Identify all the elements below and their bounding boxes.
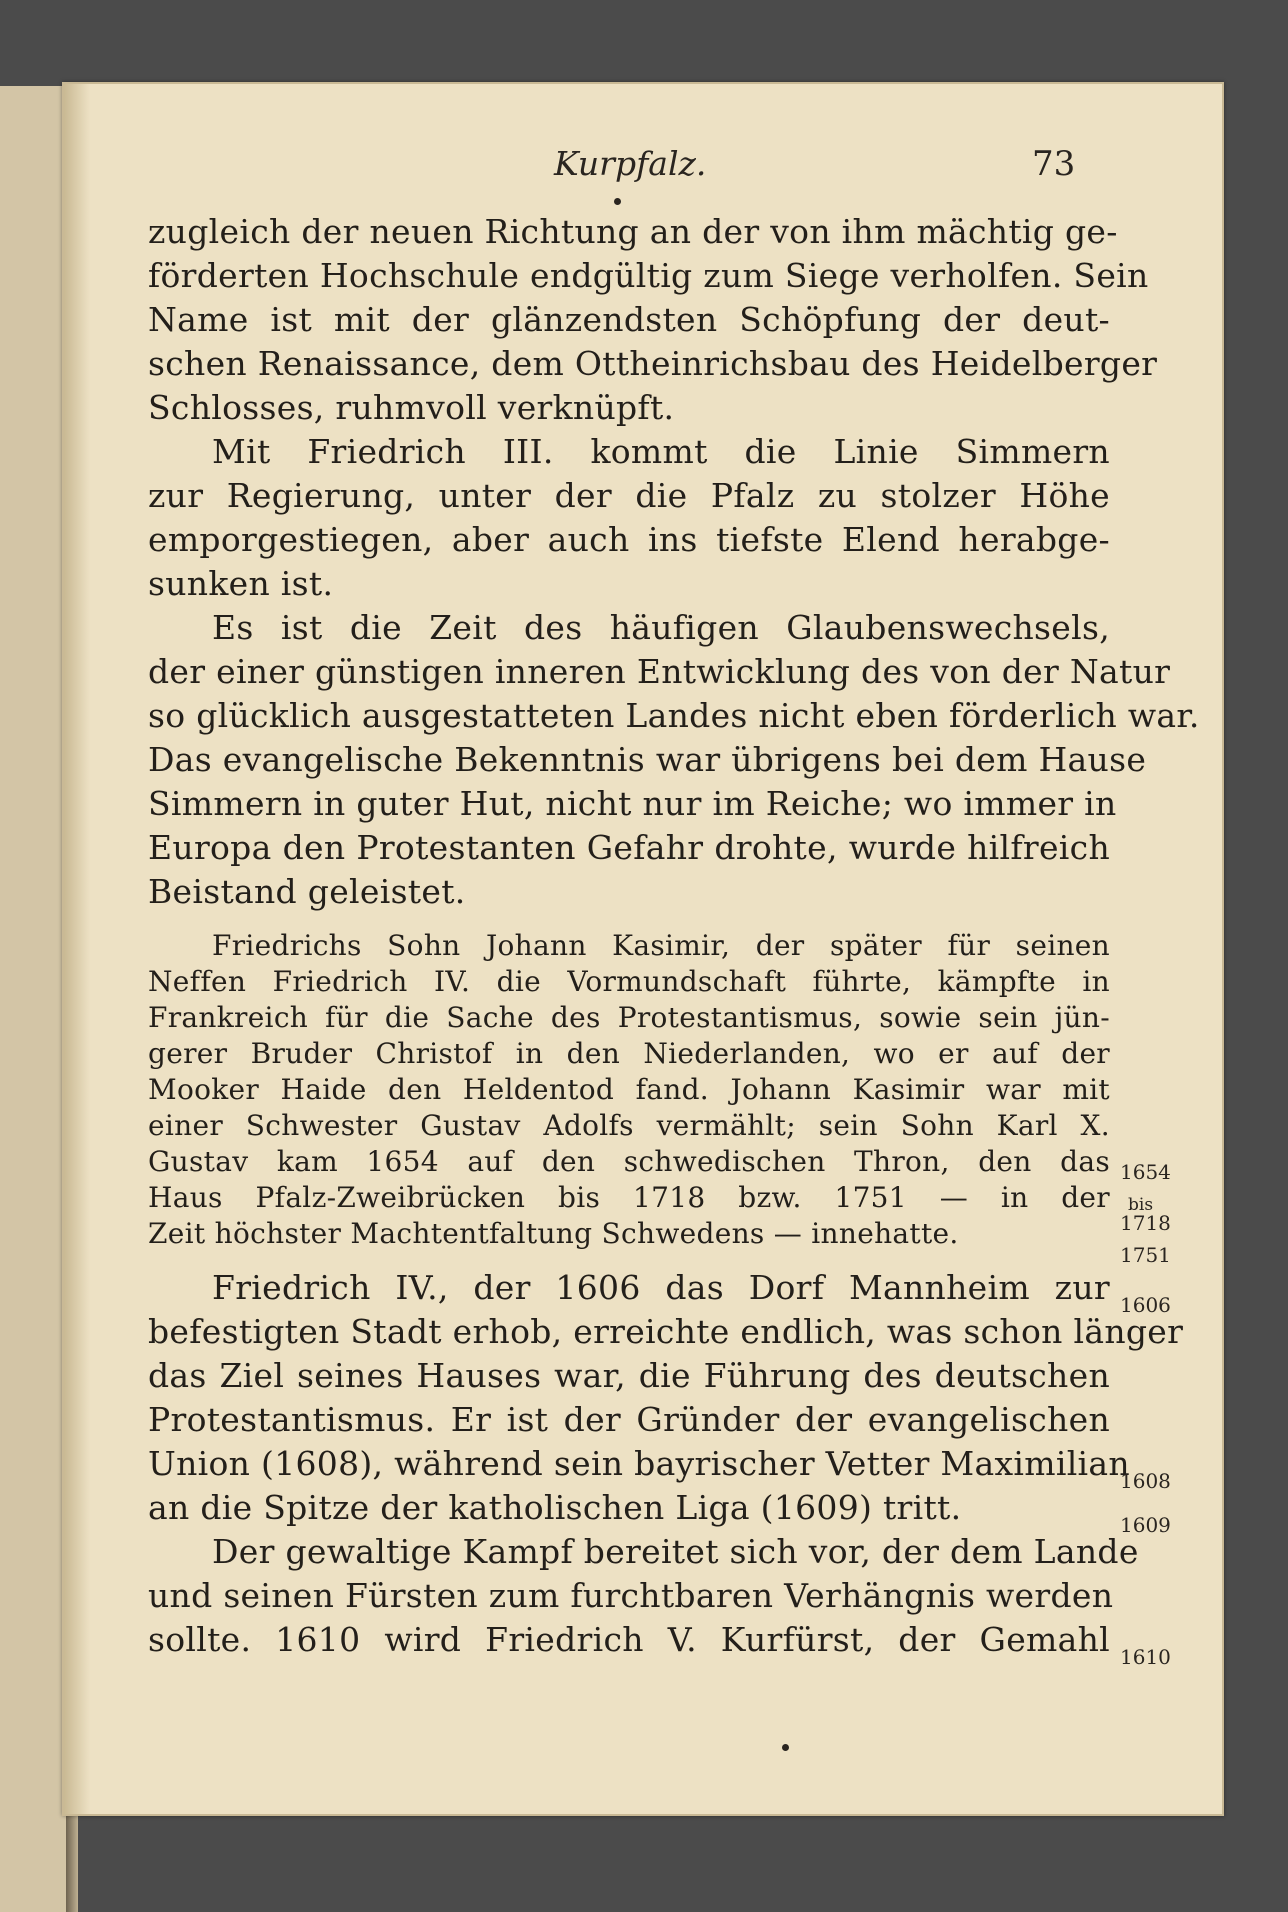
text-line: und seinen Fürsten zum furchtbaren Verhängnis werden bbox=[148, 1576, 1114, 1615]
text-line: emporgestiegen, aber auch ins tiefste Elend herabge- bbox=[148, 520, 1110, 559]
text-line: Es ist die Zeit des häufigen Glaubenswechsels, bbox=[212, 608, 1110, 647]
text-line: sunken ist. bbox=[148, 564, 334, 603]
small-text-line: gerer Bruder Christof in den Niederlanden, wo er auf der bbox=[148, 1037, 1110, 1070]
text-line: Mit Friedrich III. kommt die Linie Simmern bbox=[212, 432, 1110, 471]
page-number: 73 bbox=[1032, 144, 1076, 184]
margin-note-1606: 1606 bbox=[1120, 1293, 1171, 1317]
small-text-line: Frankreich für die Sache des Protestantismus, sowie sein jün- bbox=[148, 1001, 1110, 1034]
text-line: Name ist mit der glänzendsten Schöpfung der deut- bbox=[148, 300, 1110, 339]
text-line: Simmern in guter Hut, nicht nur im Reiche; wo immer in bbox=[148, 784, 1117, 823]
margin-note-1610: 1610 bbox=[1120, 1645, 1171, 1669]
text-line: Der gewaltige Kampf bereitet sich vor, der dem Lande bbox=[212, 1532, 1139, 1571]
small-text-line: Friedrichs Sohn Johann Kasimir, der später für seinen bbox=[212, 929, 1110, 962]
print-dot bbox=[614, 198, 621, 205]
text-line: zugleich der neuen Richtung an der von ihm mächtig ge- bbox=[148, 212, 1118, 251]
running-head bbox=[64, 144, 1222, 184]
facing-page-edge bbox=[0, 86, 69, 1912]
running-title: Kurpfalz. bbox=[554, 144, 707, 183]
text-line: schen Renaissance, dem Ottheinrichsbau des Heidelberger bbox=[148, 344, 1158, 383]
margin-note-1654: 1654 bbox=[1120, 1160, 1171, 1184]
text-line: befestigten Stadt erhob, erreichte endlich, was schon länger bbox=[148, 1312, 1184, 1351]
margin-note-bis: bis bbox=[1128, 1195, 1154, 1215]
text-line: Schlosses, ruhmvoll verknüpft. bbox=[148, 388, 675, 427]
text-line: an die Spitze der katholischen Liga (1609) tritt. bbox=[148, 1488, 962, 1527]
margin-note-1751: 1751 bbox=[1120, 1243, 1171, 1267]
text-line: Beistand geleistet. bbox=[148, 872, 466, 911]
book-page bbox=[62, 82, 1224, 1816]
text-line: Protestantismus. Er ist der Gründer der evangelischen bbox=[148, 1400, 1110, 1439]
small-text-line: Zeit höchster Machtentfaltung Schwedens — innehatte. bbox=[148, 1217, 959, 1250]
small-text-line: einer Schwester Gustav Adolfs vermählt; sein Sohn Karl X. bbox=[148, 1109, 1110, 1142]
text-line: sollte. 1610 wird Friedrich V. Kurfürst, der Gemahl bbox=[148, 1620, 1110, 1659]
text-line: Europa den Protestanten Gefahr drohte, wurde hilfreich bbox=[148, 828, 1110, 867]
margin-note-1609: 1609 bbox=[1120, 1513, 1171, 1537]
text-line: förderten Hochschule endgültig zum Siege verholfen. Sein bbox=[148, 256, 1149, 295]
text-line: Friedrich IV., der 1606 das Dorf Mannheim zur bbox=[212, 1268, 1110, 1307]
small-text-line: Haus Pfalz-Zweibrücken bis 1718 bzw. 1751 — in der bbox=[148, 1181, 1110, 1214]
text-line: der einer günstigen inneren Entwicklung des von der Natur bbox=[148, 652, 1171, 691]
margin-note-1608: 1608 bbox=[1120, 1469, 1171, 1493]
body-text bbox=[148, 210, 1200, 1662]
print-dot bbox=[782, 1744, 789, 1751]
small-text-line: Mooker Haide den Heldentod fand. Johann Kasimir war mit bbox=[148, 1073, 1110, 1106]
text-line: das Ziel seines Hauses war, die Führung des deutschen bbox=[148, 1356, 1110, 1395]
text-line: zur Regierung, unter der die Pfalz zu stolzer Höhe bbox=[148, 476, 1110, 515]
page-gutter bbox=[64, 84, 90, 1814]
margin-note-1718: 1718 bbox=[1120, 1211, 1171, 1235]
text-line: Union (1608), während sein bayrischer Vetter Maximilian bbox=[148, 1444, 1130, 1483]
small-text-line: Neffen Friedrich IV. die Vormundschaft führte, kämpfte in bbox=[148, 965, 1110, 998]
text-line: Das evangelische Bekenntnis war übrigens bei dem Hause bbox=[148, 740, 1147, 779]
text-line: so glücklich ausgestatteten Landes nicht eben förderlich war. bbox=[148, 696, 1200, 735]
small-text-line: Gustav kam 1654 auf den schwedischen Thron, den das bbox=[148, 1145, 1110, 1178]
